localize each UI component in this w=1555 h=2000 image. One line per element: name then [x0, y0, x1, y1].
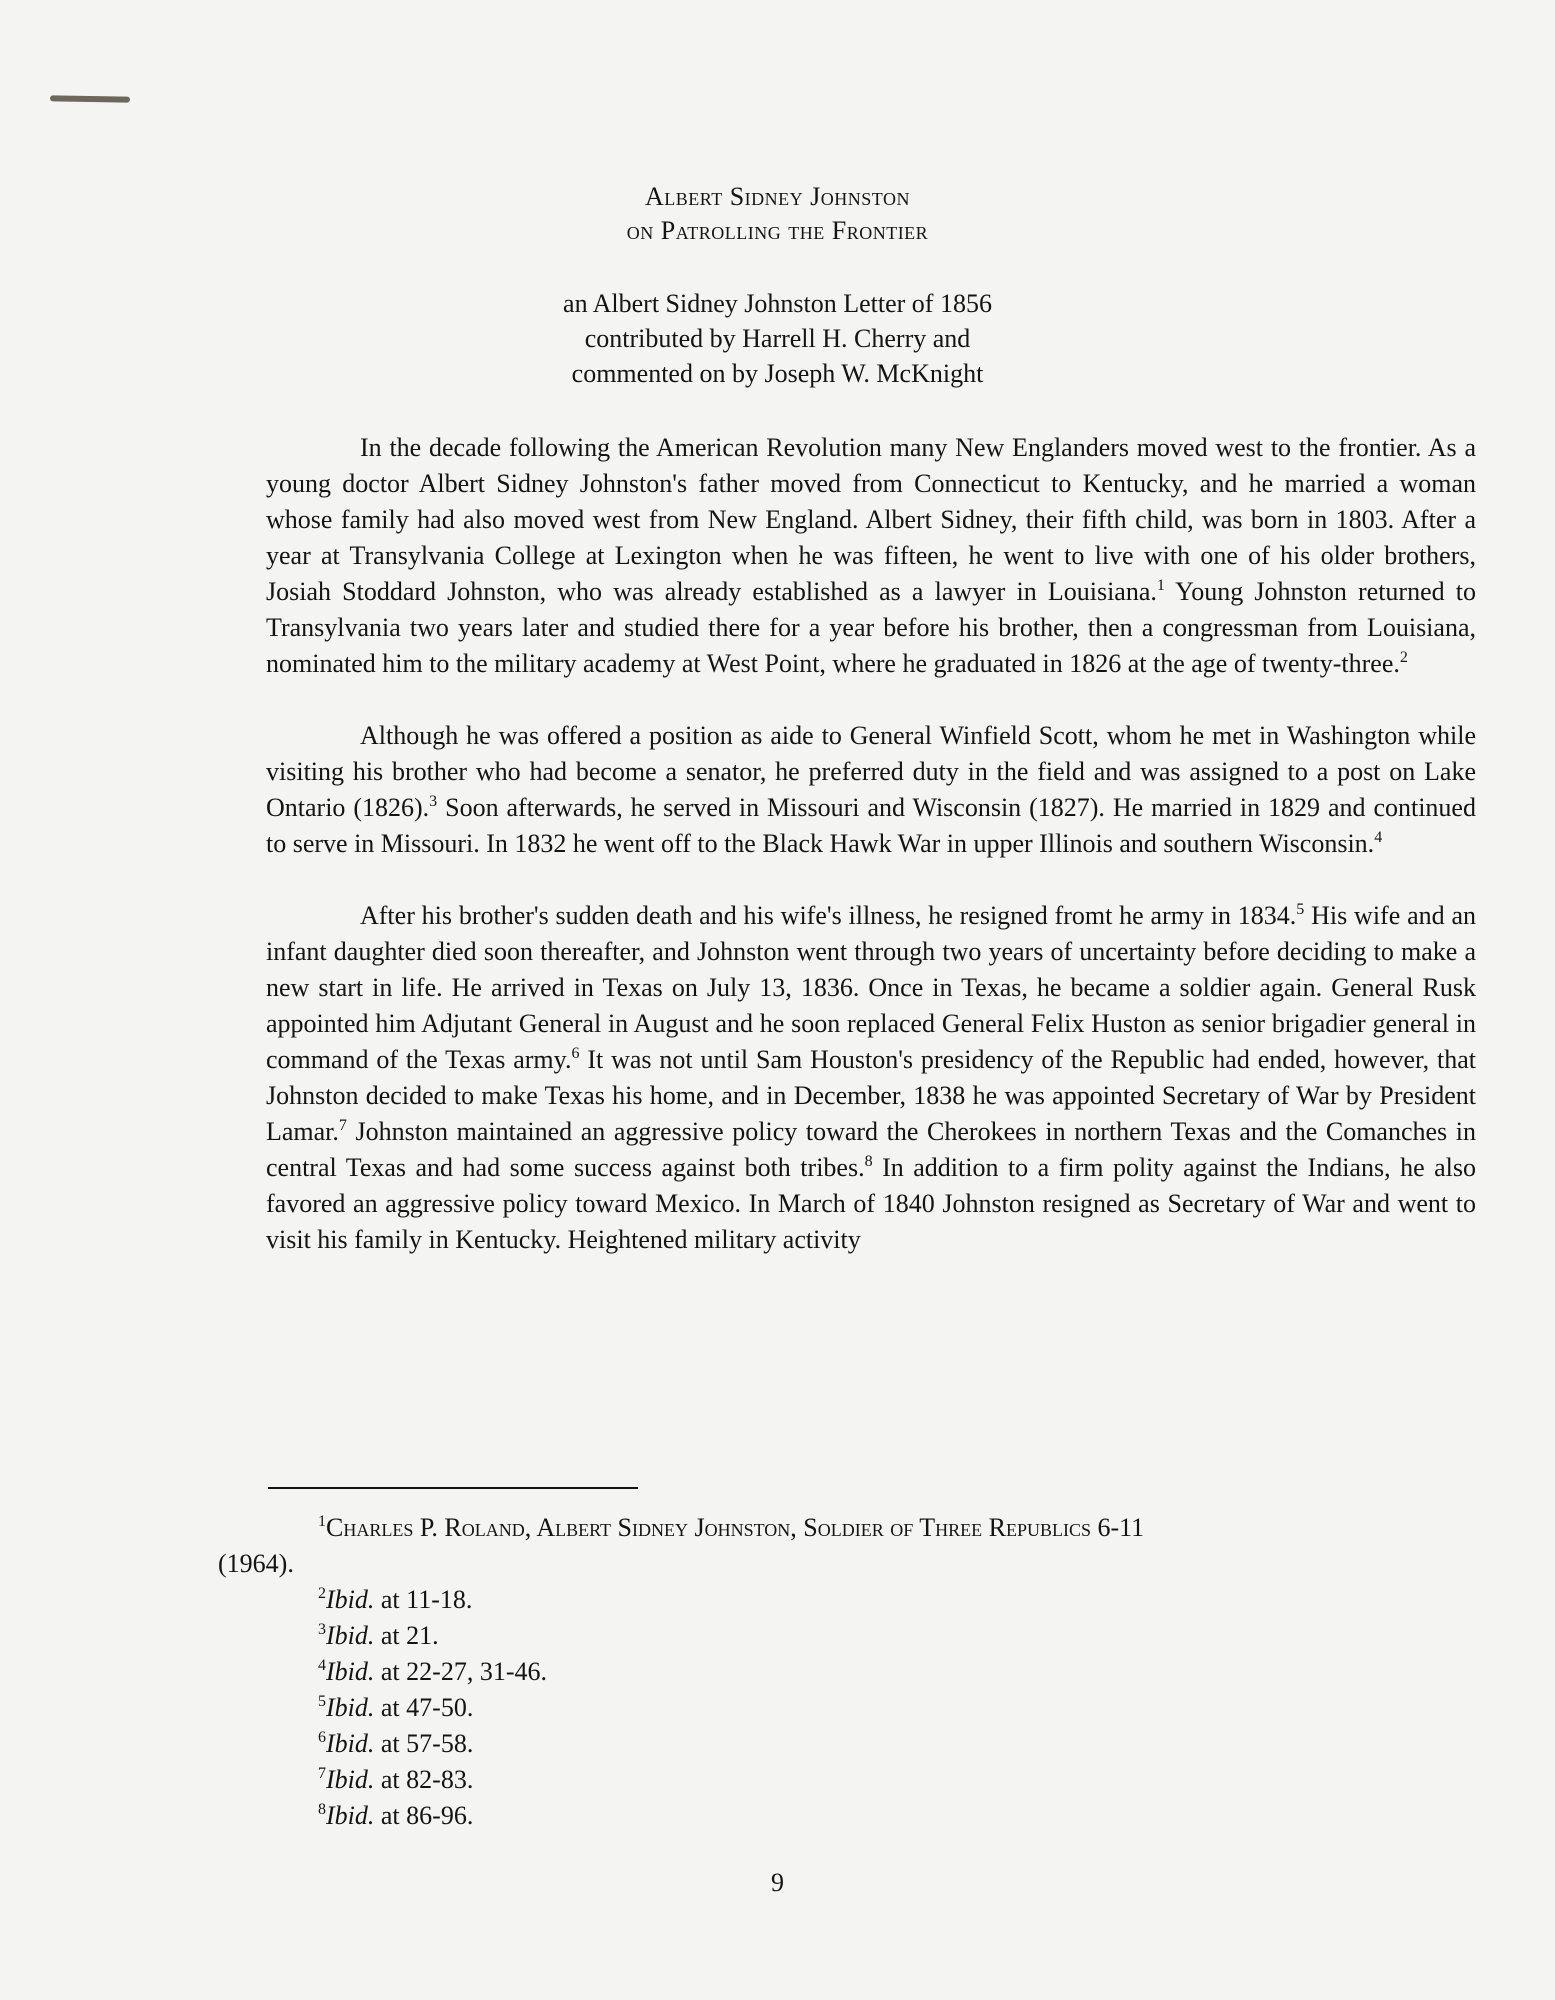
footnote-ref-text: at 22-27, 31-46. [380, 1657, 547, 1686]
paragraph-3 [266, 898, 1476, 1258]
paragraph-text: Although he was offered a position as aide to General Winfield Scott, whom he met in Washington while visiting his brother who had become a senator, he preferred duty in the field and was assigned to a post on Lake Ontario (1826). [266, 721, 1476, 822]
footnote-ref-text: at 57-58. [380, 1729, 474, 1758]
footnote-ibid: Ibid. [326, 1585, 375, 1614]
footnote-ref: 3 [429, 793, 438, 810]
footnote-2 [268, 1582, 1480, 1618]
footnote-ref: 4 [1374, 829, 1383, 846]
paragraph-text: Johnston maintained an aggressive policy toward the Cherokees in northern Texas and the Comanches in central Texas and had some success against both tribes. [266, 1117, 1476, 1182]
footnote-ref: 6 [571, 1045, 580, 1062]
footnote-3 [268, 1618, 1480, 1654]
title-line-2: on Patrolling the Frontier [626, 216, 929, 245]
footnote-ref: 7 [338, 1117, 347, 1134]
footnote-ref: 1 [1156, 577, 1165, 594]
footnotes [218, 1510, 1480, 1834]
paragraph-text: His wife and an infant daughter died soon thereafter, and Johnston went through two years of uncertainty before deciding to make a new start in life. He arrived in Texas on July 13, 1836. Once in Texas, he became a soldier again. General Rusk appointed him Adjutant General in August and he soon replaced General Felix Huston as senior brigadier general in command of the Texas army. [266, 901, 1476, 1074]
title-line-1: Albert Sidney Johnston [645, 182, 910, 211]
paragraph-text: After his brother's sudden death and his wife's illness, he resigned fromt he army in 1834. [360, 901, 1297, 930]
footnote-number: 1 [318, 1513, 326, 1530]
footnote-year: (1964). [218, 1549, 294, 1578]
paragraph-text: In addition to a firm polity against the Indians, he also favored an aggressive policy toward Mexico. In March of 1840 Johnston resigned as Secretary of War and went to visit his family in Kentucky. Heightened military activity [266, 1153, 1476, 1254]
footnote-8 [268, 1798, 1480, 1834]
footnote-ibid: Ibid. [326, 1657, 375, 1686]
footnote-ref-text: at 86-96. [380, 1801, 474, 1830]
paragraph-2 [266, 718, 1476, 862]
staple-mark [50, 95, 130, 102]
footnote-ref-text: at 47-50. [380, 1693, 474, 1722]
paragraph-1 [266, 430, 1476, 682]
paragraph-text: Young Johnston returned to Transylvania two years later and studied there for a year before his brother, then a congressman from Louisiana, nominated him to the military academy at West Point, where he graduated in 1826 at the age of twenty-three. [266, 577, 1476, 678]
footnote-number: 2 [318, 1585, 326, 1602]
byline-line-1: an Albert Sidney Johnston Letter of 1856 [563, 289, 992, 318]
footnote-4 [268, 1654, 1480, 1690]
footnote-5 [268, 1690, 1480, 1726]
byline-line-2: contributed by Harrell H. Cherry and [584, 324, 971, 353]
article-body [266, 430, 1476, 1294]
byline-line-3: commented on by Joseph W. McKnight [571, 359, 984, 388]
footnote-7 [268, 1762, 1480, 1798]
footnote-ibid: Ibid. [326, 1693, 375, 1722]
footnote-number: 6 [318, 1729, 326, 1746]
footnote-ref: 2 [1399, 649, 1408, 666]
paragraph-text: It was not until Sam Houston's presidency of the Republic had ended, however, that Johnston decided to make Texas his home, and in December, 1838 he was appointed Secretary of War by President Lamar. [266, 1045, 1476, 1146]
footnote-number: 5 [318, 1693, 326, 1710]
footnote-ibid: Ibid. [326, 1621, 375, 1650]
paragraph-text: In the decade following the American Revolution many New Englanders moved west to the frontier. As a young doctor Albert Sidney Johnston's father moved from Connecticut to Kentucky, and he married a woman whose family had also moved west from New England. Albert Sidney, their fifth child, was born in 1803. After a year at Transylvania College at Lexington when he was fifteen, he went to live with one of his older brothers, Josiah Stoddard Johnston, who was already established as a lawyer in Louisiana. [266, 433, 1476, 606]
footnote-ref-text: at 21. [380, 1621, 439, 1650]
footnote-ibid: Ibid. [326, 1801, 375, 1830]
footnote-ref-text: at 11-18. [380, 1585, 473, 1614]
footnote-citation: Charles P. Roland, Albert Sidney Johnston, Soldier of Three Republics 6-11 [326, 1513, 1145, 1542]
footnote-ref-text: at 82-83. [380, 1765, 474, 1794]
footnote-ibid: Ibid. [326, 1729, 375, 1758]
footnote-number: 7 [318, 1765, 326, 1782]
footnote-ref: 5 [1296, 901, 1305, 918]
page-number: 9 [771, 1868, 784, 1897]
footnote-1 [218, 1510, 1480, 1582]
footnote-6 [268, 1726, 1480, 1762]
footnote-ref: 8 [864, 1153, 873, 1170]
footnote-number: 3 [318, 1621, 326, 1638]
paragraph-text: Soon afterwards, he served in Missouri and Wisconsin (1827). He married in 1829 and continued to serve in Missouri. In 1832 he went off to the Black Hawk War in upper Illinois and southern Wisconsin. [266, 793, 1476, 858]
footnote-number: 8 [318, 1801, 326, 1818]
footnote-ibid: Ibid. [326, 1765, 375, 1794]
footnote-number: 4 [318, 1657, 326, 1674]
footnote-divider [268, 1487, 638, 1489]
